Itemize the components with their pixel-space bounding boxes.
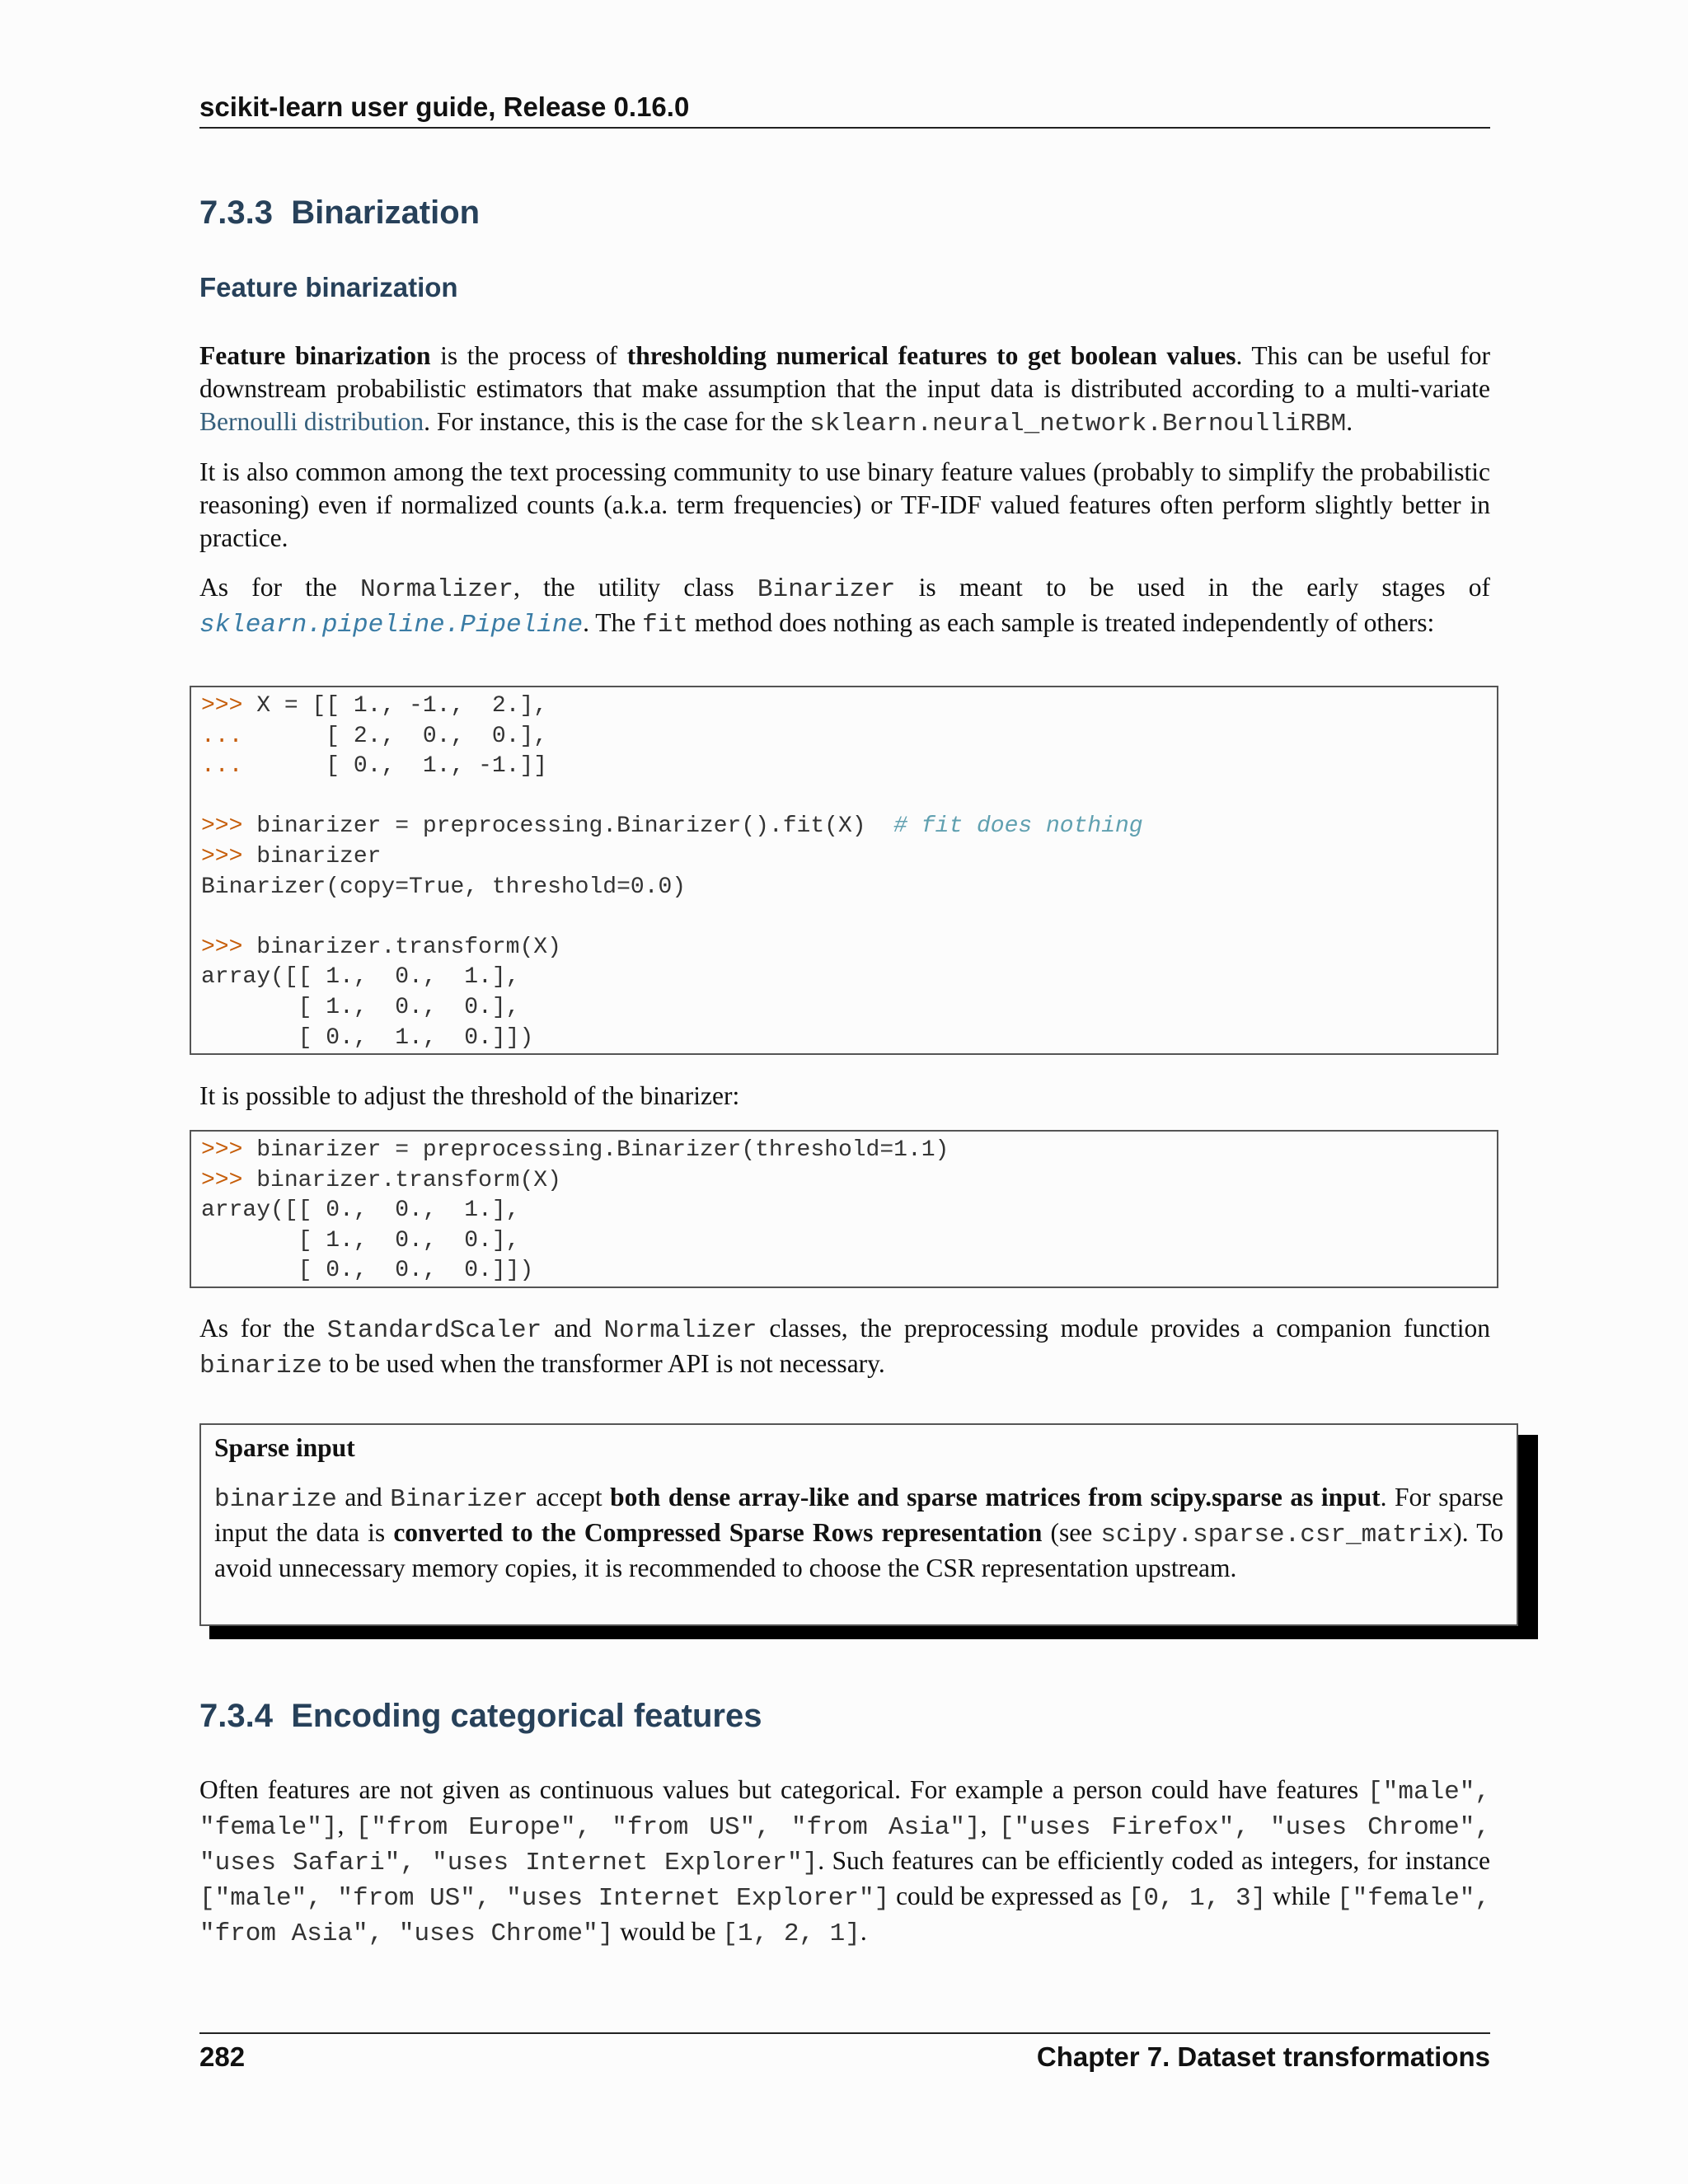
- paragraph-binarization-intro: Feature binarization is the process of thresholding numerical features to get boolean values. This can be useful for downstream probabilistic estimators that make assumption that the input data is distributed according to a multi-variate Bernoulli distribution. For instance, this is the case for the sklearn.neural_network.BernoulliRBM.: [199, 341, 1490, 438]
- subsection-heading: Feature binarization: [199, 272, 458, 302]
- footer-rule: [199, 2032, 1490, 2034]
- paragraph-binarizer-class: As for the Normalizer, the utility class Binarizer is meant to be used in the early stages of sklearn.pipeline.Pipeline. The fit method does nothing as each sample is treated independently of others:: [199, 573, 1490, 640]
- pipeline-link[interactable]: sklearn.pipeline.Pipeline: [199, 611, 584, 640]
- section-heading-7-3-3: [199, 192, 480, 233]
- chapter-title: Chapter 7. Dataset transformations: [1036, 2041, 1490, 2072]
- code-comment: # fit does nothing: [893, 813, 1143, 840]
- paragraph-adjust-threshold: It is possible to adjust the threshold of the binarizer:: [199, 1081, 740, 1110]
- page-number: 282: [199, 2041, 246, 2072]
- code-block-binarizer-example: >>> X = [[ 1., -1., 2.], ... [ 2., 0., 0.], ... [ 0., 1., -1.]] >>> binarizer = preprocessing.Binarizer().fit(X) # fit does nothing >>> binarizer Binarizer(copy=True, threshold=0.0) >>> binarizer.transform(X) array([[ 1., 0., 1.], [ 1., 0., 0.], [ 0., 1., 0.]]): [190, 686, 1498, 1055]
- code-block-threshold-example: >>> binarizer = preprocessing.Binarizer(threshold=1.1) >>> binarizer.transform(X) array([[ 0., 0., 1.], [ 1., 0., 0.], [ 0., 0., 0.]]): [190, 1130, 1498, 1288]
- running-header: scikit-learn user guide, Release 0.16.0: [199, 91, 1490, 129]
- note-body: binarize and Binarizer accept both dense array-like and sparse matrices from scipy.sparse as input. For sparse input the data is converted to the Compressed Sparse Rows representation (see scipy.sparse.csr_matrix). To avoid unnecessary memory copies, it is recommended to choose the CSR representation upstream.: [214, 1483, 1504, 1582]
- paragraph-binarize-function: As for the StandardScaler and Normalizer classes, the preprocessing module provides a companion function binarize to be used when the transformer API is not necessary.: [199, 1314, 1490, 1380]
- section-title: Encoding categorical features: [291, 1698, 762, 1734]
- section-title: Binarization: [291, 194, 481, 231]
- paragraph-text-processing: It is also common among the text processing community to use binary feature values (probably to simplify the probabilistic reasoning) even if normalized counts (a.k.a. term frequencies) or TF-IDF valued features often perform slightly better in practice.: [199, 457, 1490, 552]
- bernoulli-distribution-link[interactable]: Bernoulli distribution: [199, 407, 424, 436]
- paragraph-categorical-features: Often features are not given as continuous values but categorical. For example a person could have features ["male", "female"], ["from Europe", "from US", "from Asia"], ["uses Firefox", "uses Chrome", "uses Safari", "uses Internet Explorer"]. Such features can be efficiently coded as integers, for instance ["male", "from US", "uses Internet Explorer"] could be expressed as [0, 1, 3] while ["female", "from Asia", "uses Chrome"] would be [1, 2, 1].: [199, 1775, 1491, 1948]
- section-heading-7-3-4: [199, 1695, 762, 1736]
- section-number: 7.3.4: [199, 1698, 273, 1734]
- section-number: 7.3.3: [199, 194, 273, 231]
- sparse-input-note: [199, 1423, 1518, 1626]
- note-title: Sparse input: [214, 1433, 355, 1462]
- bernoullirbm-code: sklearn.neural_network.BernoulliRBM: [809, 410, 1347, 438]
